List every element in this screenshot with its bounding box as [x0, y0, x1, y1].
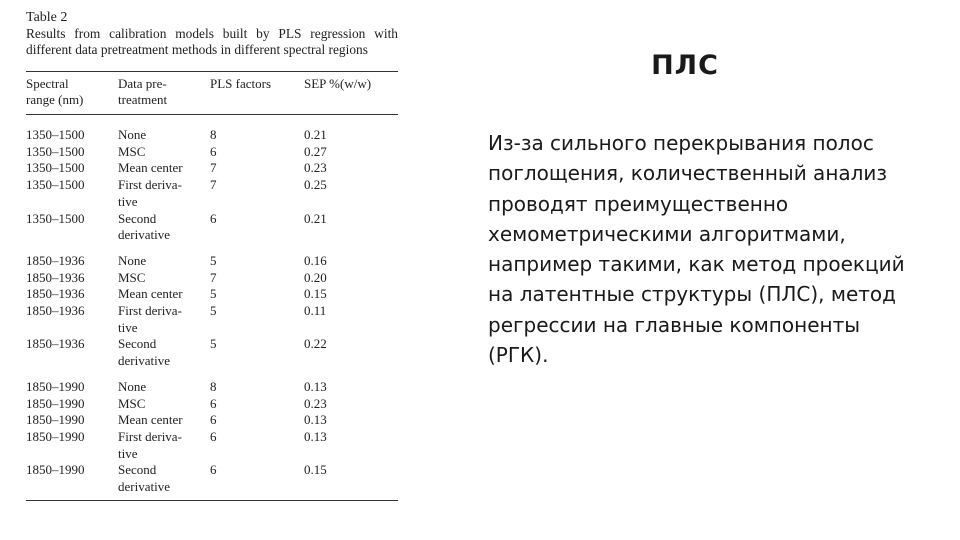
cell-pls-factors: 6 [210, 428, 217, 444]
body-text: Из-за сильного перекрывания полос поглощения, количественный анализ проводят преимущественно хемометрическими алгоритмами, например такими, как метод проекций на латентные структуры (ПЛС), метод регрессии на главные компоненты (РГК). [488, 131, 905, 368]
table-row [26, 144, 398, 161]
cell-sep: 0.13 [304, 428, 327, 444]
cell-sep: 0.15 [304, 286, 327, 302]
cell-pretreatment: First deriva- tive [118, 303, 182, 335]
cell-pretreatment: None [118, 127, 147, 142]
cell-pretreatment: Mean center [118, 160, 183, 176]
cell-pretreatment: Mean center [118, 286, 183, 302]
cell-sep: 0.16 [304, 252, 327, 268]
table-caption: Results from calibration models built by PLS regression with different data pretreatment methods in different spectral regions [26, 26, 398, 57]
cell-sep: 0.27 [304, 143, 327, 159]
table-label: Table 2 [26, 10, 68, 25]
cell-pretreatment: MSC [118, 143, 146, 159]
cell-pretreatment: MSC [118, 395, 146, 411]
cell-pls-factors: 7 [210, 177, 217, 193]
cell-range: 1350–1500 [26, 160, 85, 176]
cell-pretreatment: None [118, 252, 147, 268]
cell-pretreatment: Second derivative [118, 210, 170, 243]
cell-sep: 0.11 [304, 303, 327, 319]
cell-pls-factors: 6 [210, 210, 217, 226]
cell-range: 1850–1936 [26, 252, 85, 268]
cell-pretreatment: None [118, 378, 147, 394]
cell-pretreatment: MSC [118, 269, 146, 285]
cell-range: 1350–1500 [26, 210, 85, 226]
table-body [26, 115, 398, 501]
cell-pls-factors: 5 [210, 303, 217, 319]
table-row [26, 303, 398, 336]
cell-sep: 0.23 [304, 160, 327, 176]
results-table [26, 71, 398, 501]
table-row [26, 462, 398, 500]
cell-sep: 0.21 [304, 127, 327, 142]
table-row [26, 429, 398, 462]
cell-pretreatment: First deriva- tive [118, 428, 182, 461]
table-row [26, 177, 398, 210]
cell-pls-factors: 8 [210, 127, 217, 142]
cell-pls-factors: 5 [210, 252, 217, 268]
cell-pretreatment: Mean center [118, 412, 183, 428]
table-row [26, 160, 398, 177]
cell-range: 1350–1500 [26, 177, 85, 193]
cell-range: 1350–1500 [26, 127, 85, 142]
cell-pls-factors: 5 [210, 336, 217, 352]
cell-sep: 0.15 [304, 462, 398, 500]
cell-range: 1850–1936 [26, 286, 85, 302]
cell-range: 1850–1990 [26, 378, 85, 394]
cell-pls-factors: 7 [210, 160, 217, 176]
table-row [26, 115, 398, 144]
cell-pretreatment: Second derivative [118, 462, 210, 500]
cell-sep: 0.25 [304, 177, 327, 193]
cell-range: 1850–1990 [26, 428, 85, 444]
cell-sep: 0.13 [304, 378, 327, 394]
cell-pls-factors: 6 [210, 143, 217, 159]
table-row [26, 412, 398, 429]
cell-pls-factors: 8 [210, 378, 217, 394]
table-row [26, 211, 398, 244]
header-spectral-range: Spectral range (nm) [26, 72, 118, 115]
cell-sep: 0.23 [304, 395, 327, 411]
cell-sep: 0.20 [304, 269, 327, 285]
header-data-pretreatment: Data pre- treatment [118, 72, 210, 115]
table-row [26, 286, 398, 303]
table-row [26, 336, 398, 369]
cell-pls-factors: 6 [210, 462, 304, 500]
cell-range: 1850–1990 [26, 462, 118, 500]
cell-sep: 0.13 [304, 412, 327, 428]
cell-pls-factors: 7 [210, 269, 217, 285]
cell-range: 1850–1936 [26, 336, 85, 352]
header-sep: SEP %(w/w) [304, 72, 398, 115]
cell-sep: 0.22 [304, 336, 327, 352]
table-row [26, 396, 398, 413]
cell-range: 1850–1990 [26, 412, 85, 428]
slide-title: ПЛС [651, 50, 719, 81]
cell-pls-factors: 6 [210, 395, 217, 411]
table-row [26, 270, 398, 287]
table-panel [26, 10, 398, 501]
cell-pretreatment: First deriva- tive [118, 177, 182, 209]
cell-pretreatment: Second derivative [118, 336, 170, 369]
cell-pls-factors: 6 [210, 412, 217, 428]
header-pls-factors: PLS factors [210, 72, 304, 115]
cell-sep: 0.21 [304, 210, 327, 226]
table-row [26, 370, 398, 396]
cell-range: 1850–1936 [26, 269, 85, 285]
table-header-row [26, 72, 398, 115]
cell-range: 1350–1500 [26, 143, 85, 159]
cell-pls-factors: 5 [210, 286, 217, 302]
table-row [26, 244, 398, 270]
cell-range: 1850–1990 [26, 395, 85, 411]
cell-range: 1850–1936 [26, 303, 85, 319]
